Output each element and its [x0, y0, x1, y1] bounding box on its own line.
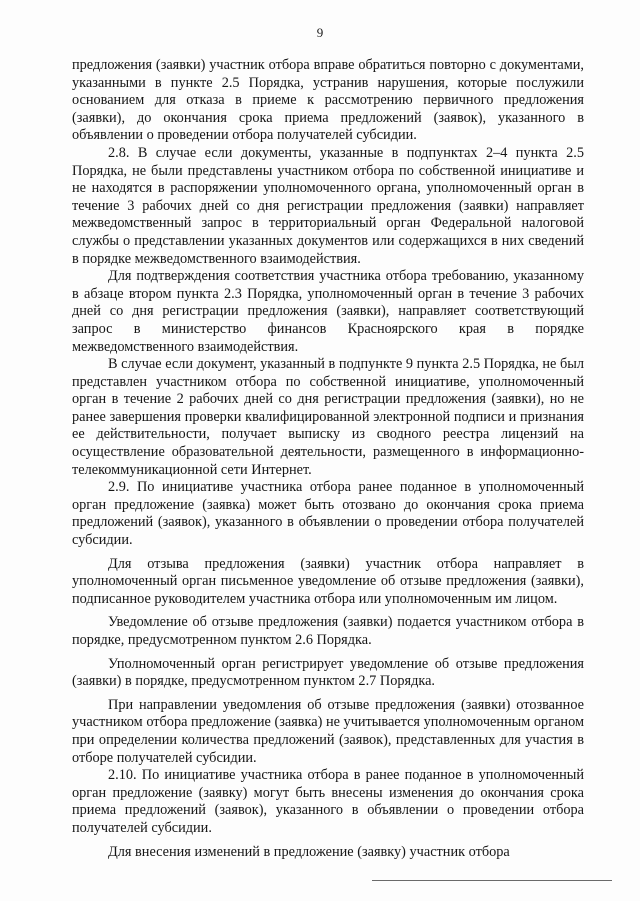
paragraph: Для отзыва предложения (заявки) участник отбора направляет в уполномоченный орган письменное уведомление об отзыве предложения (заявки), подписанное руководителем участника отбора или уполномоченным им лицом.: [72, 555, 584, 607]
paragraph: Для подтверждения соответствия участника отбора требованию, указанному в абзаце втором пункта 2.3 Порядка, уполномоченный орган в течение 3 рабочих дней со дня регистрации предложения (заявки), направляет соответствующий запрос в министерство финансов Красноярского края в порядке межведомственного взаимодействия.: [72, 268, 584, 355]
paragraph-2-10: 2.10. По инициативе участника отбора в ранее поданное в уполномоченный орган предложение (заявку) могут быть внесены изменения до окончания срока приема предложений (заявок), указанного в объявлении о проведении отбора получателей субсидии.: [72, 767, 584, 836]
paragraph: Для внесения изменений в предложение (заявку) участник отбора: [108, 843, 510, 860]
paragraph-continuation: предложения (заявки) участник отбора вправе обратиться повторно с документами, указанными в пункте 2.5 Порядка, устранив нарушения, которые послужили основанием для отказа в приеме к рассмотрению первичного предложения (заявки), до окончания срока приема предложений (заявок), указанного в объявлении о проведении отбора получателей субсидии.: [72, 57, 584, 144]
paragraph: Уполномоченный орган регистрирует уведомление об отзыве предложения (заявки) в порядке, предусмотренном пунктом 2.7 Порядка.: [72, 655, 584, 690]
document-body: [72, 57, 584, 861]
paragraph: Уведомление об отзыве предложения (заявки) подается участником отбора в порядке, предусмотренном пунктом 2.6 Порядка.: [72, 614, 584, 648]
paragraph: При направлении уведомления об отзыве предложения (заявки) отозванное участником отбора предложение (заявка) не учитывается уполномоченным органом при определении количества предложений (заявок), представленных для участия в отборе получателей субсидии.: [72, 696, 584, 766]
bottom-rule: [372, 880, 612, 881]
paragraph: В случае если документ, указанный в подпункте 9 пункта 2.5 Порядка, не был представлен участником отбора по собственной инициативе, уполномоченный орган в течение 2 рабочих дней со дня регистрации предложения (заявки), но не ранее завершения проверки квалифицированной электронной подписи и признания ее действительности, получает выписку из сводного реестра лицензий на осуществление образовательной деятельности, размещенного в информационно-телекоммуникационной сети Интернет.: [72, 356, 584, 478]
paragraph-2-8: 2.8. В случае если документы, указанные в подпунктах 2–4 пункта 2.5 Порядка, не были представлены участником отбора по собственной инициативе и не находятся в распоряжении уполномоченного органа, уполномоченный орган в течение 3 рабочих дней со дня регистрации предложения (заявки) направляет межведомственный запрос в территориальный орган Федеральной налоговой службы о представлении указанных документов или содержащихся в них сведений в порядке межведомственного взаимодействия.: [72, 144, 584, 267]
page-number: 9: [316, 25, 324, 40]
paragraph-2-9: 2.9. По инициативе участника отбора ранее поданное в уполномоченный орган предложение (заявка) может быть отозвано до окончания срока приема предложений (заявок), указанного в объявлении о проведении отбора получателей субсидии.: [72, 479, 584, 549]
